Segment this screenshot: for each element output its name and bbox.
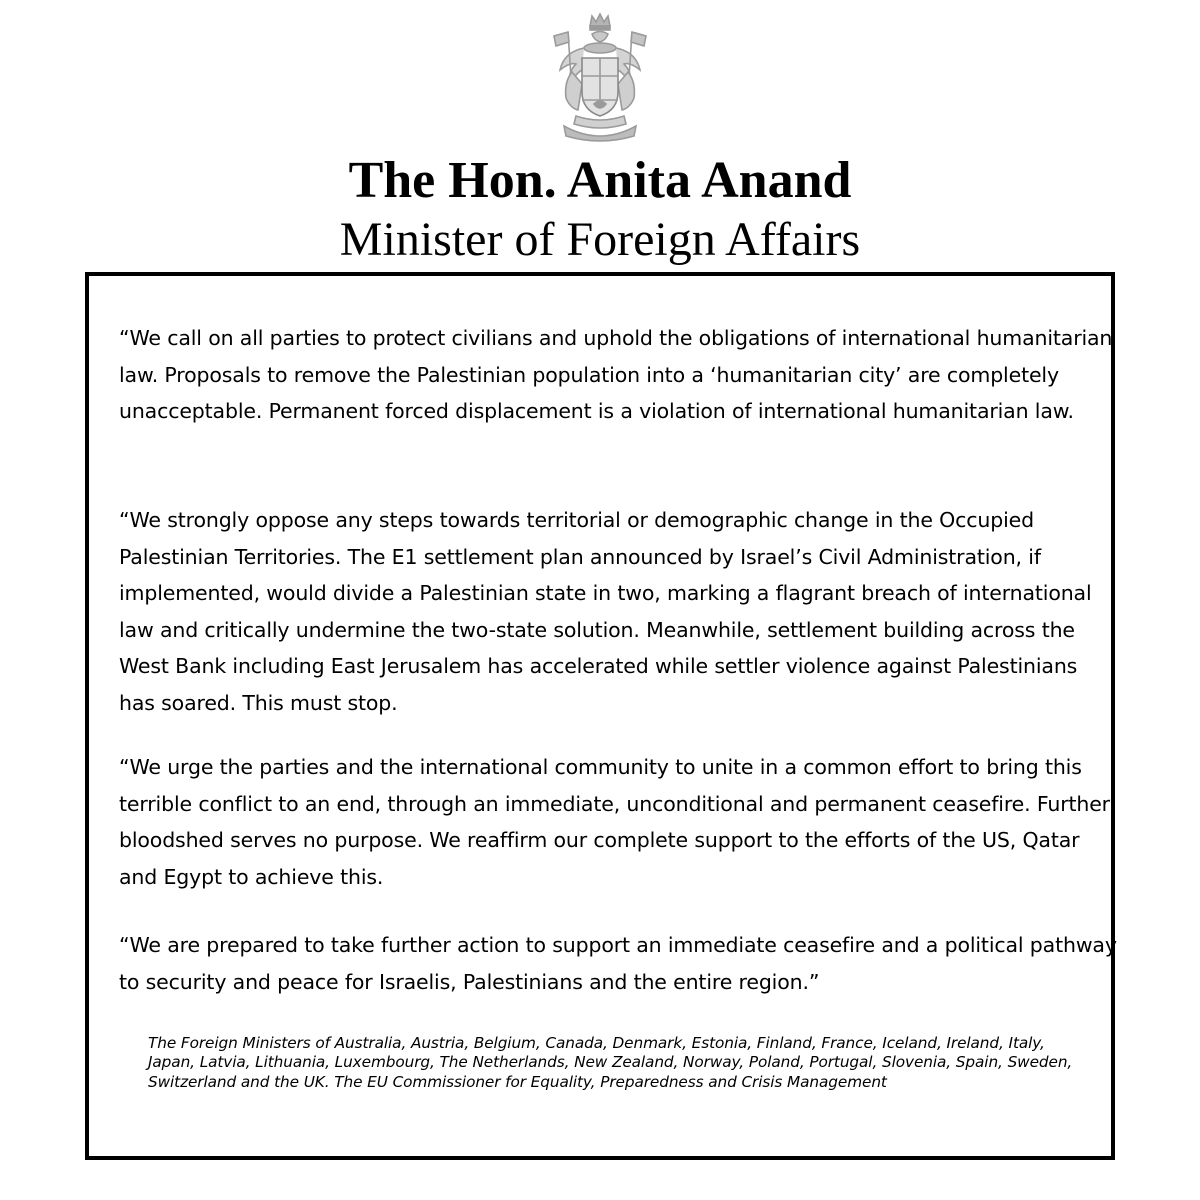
- statement-box: [85, 272, 1115, 1160]
- statement-paragraph: “We urge the parties and the international community to unite in a common effort to bring this terrible conflict to an end, through an immediate, unconditional and permanent ceasefire. Further bloodshed serves no purpose. We reaffirm our complete support to the efforts of the US, Qatar and Egypt to achieve this.: [119, 755, 1110, 889]
- minister-name: The Hon. Anita Anand: [348, 152, 852, 209]
- statement-paragraph: “We are prepared to take further action to support an immediate ceasefire and a political pathway to security and peace for Israelis, Palestinians and the entire region.”: [119, 933, 1117, 994]
- signatories: The Foreign Ministers of Australia, Austria, Belgium, Canada, Denmark, Estonia, Finland, France, Iceland, Ireland, Italy, Japan, Latvia, Lithuania, Luxembourg, The Netherlands, New Zealand, Norway, Poland, Portugal, Slovenia, Spain, Sweden, Switzerland and the UK. The EU Commissioner for Equality, Preparedness and Crisis Management: [148, 1034, 1073, 1091]
- statement-paragraph: “We strongly oppose any steps towards territorial or demographic change in the Occupied Palestinian Territories. The E1 settlement plan announced by Israel’s Civil Administration, if implemented, would divide a Palestinian state in two, marking a flagrant breach of international law and critically undermine the two-state solution. Meanwhile, settlement building across the West Bank including East Jerusalem has accelerated while settler violence against Palestinians has soared. This must stop.: [119, 508, 1092, 715]
- minister-title: Minister of Foreign Affairs: [339, 213, 861, 266]
- statement-paragraph: “We call on all parties to protect civilians and uphold the obligations of international humanitarian law. Proposals to remove the Palestinian population into a ‘humanitarian city’ are completely unacceptable. Permanent forced displacement is a violation of international humanitarian law.: [119, 326, 1113, 423]
- coat-of-arms-icon: [546, 12, 654, 144]
